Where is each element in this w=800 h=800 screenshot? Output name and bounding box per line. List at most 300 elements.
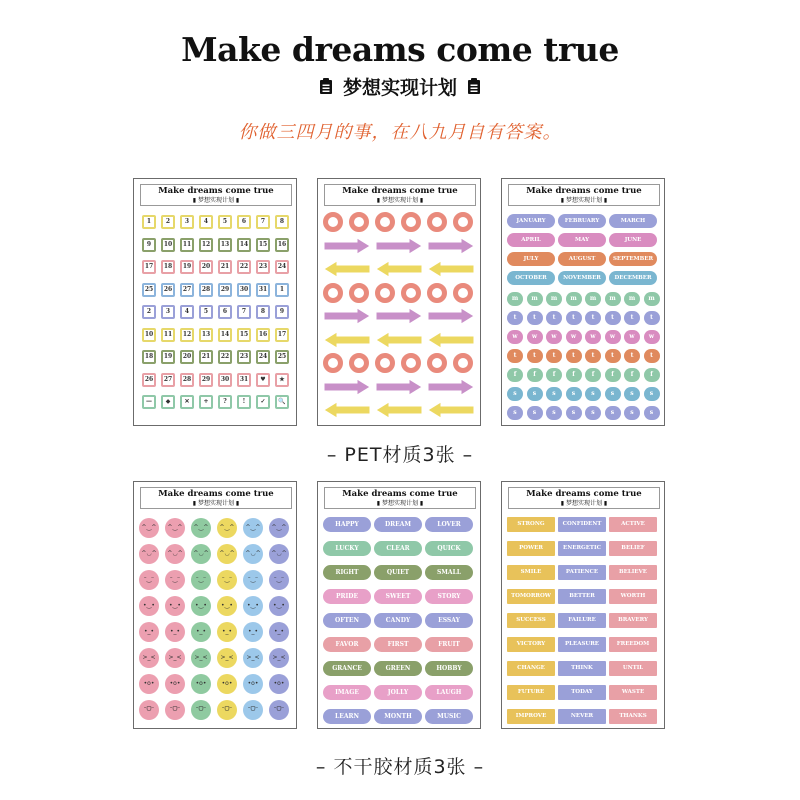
sticker-sheet-rings-arrows [317, 178, 481, 426]
ring-sticker [427, 283, 447, 303]
number-tab [199, 260, 213, 274]
number-tab-label: 3 [163, 307, 173, 317]
heart-label: w [585, 330, 601, 344]
word-rect: STRONG [507, 517, 555, 532]
number-tab [161, 395, 175, 409]
ring-sticker [375, 212, 395, 232]
number-tab [180, 395, 194, 409]
ring-sticker [401, 353, 421, 373]
number-tab-label: 19 [182, 263, 192, 270]
number-tab-label: 2 [163, 217, 173, 227]
month-label: FEBRUARY [558, 214, 606, 228]
word-pill: LEARN [323, 709, 371, 724]
number-tab [256, 328, 270, 342]
heart-label: s [507, 406, 523, 420]
number-tab [161, 305, 175, 319]
heart-label: t [546, 311, 562, 325]
sheet-subtitle: ▮ 梦想实现计划 ▮ [376, 500, 424, 507]
sticker-sheet-faces [133, 481, 297, 729]
word-rect: THINK [558, 661, 606, 676]
heart-label: w [566, 330, 582, 344]
clipboard-icon [467, 77, 481, 100]
smiley-face-sticker: ᵔᗜᵔ [165, 700, 185, 720]
heart-label: s [624, 406, 640, 420]
number-tab-label: + [201, 397, 211, 407]
smiley-face-sticker: •o• [217, 674, 237, 694]
number-tab-label: ◆ [163, 397, 173, 407]
number-tab-label: 7 [258, 217, 268, 227]
word-rect: SMILE [507, 565, 555, 580]
number-tab [142, 215, 156, 229]
number-tab [237, 238, 251, 252]
heart-label: t [624, 349, 640, 363]
word-pill: FRUIT [425, 637, 473, 652]
number-tab [275, 238, 289, 252]
heart-label: t [546, 349, 562, 363]
number-tab [142, 238, 156, 252]
number-tab-label: 19 [163, 353, 173, 360]
number-tab [180, 215, 194, 229]
word-rect: BETTER [558, 589, 606, 604]
number-tab [199, 305, 213, 319]
page-subtitle [0, 73, 800, 100]
heart-label: f [546, 368, 562, 382]
number-tab [256, 215, 270, 229]
number-tab-label: 21 [220, 263, 230, 270]
number-tab-label: 30 [220, 375, 230, 383]
smiley-face-sticker: ^‿^ [217, 518, 237, 538]
word-rect: CONFIDENT [558, 517, 606, 532]
number-tab [161, 328, 175, 342]
number-tab-label: 10 [144, 330, 154, 338]
sheet-subtitle: ▮ 梦想实现计划 ▮ [560, 500, 608, 507]
number-tab-label: 1 [144, 217, 154, 227]
number-tab-label: 9 [144, 240, 154, 250]
word-rect: TODAY [558, 685, 606, 700]
arrow-right-sticker [427, 238, 475, 254]
heart-label: f [585, 368, 601, 382]
number-tab-label: 5 [201, 307, 211, 317]
clipboard-icon [319, 77, 333, 100]
word-pill: DREAM [374, 517, 422, 532]
number-tab [199, 238, 213, 252]
number-tab [199, 215, 213, 229]
sticker-sheet-months [501, 178, 665, 426]
month-label: DECEMBER [609, 271, 657, 285]
sheet-subtitle: ▮ 梦想实现计划 ▮ [560, 197, 608, 204]
ring-sticker [323, 212, 343, 232]
ring-sticker [453, 212, 473, 232]
word-rect: FUTURE [507, 685, 555, 700]
number-tab [180, 260, 194, 274]
smiley-face-sticker: >_< [217, 648, 237, 668]
sheet-title: Make dreams come true [526, 489, 642, 499]
word-pill: FAVOR [323, 637, 371, 652]
month-label: JUNE [609, 233, 657, 247]
sheet-title: Make dreams come true [526, 186, 642, 196]
word-pill: ESSAY [425, 613, 473, 628]
word-pill: LOVER [425, 517, 473, 532]
heart-label: m [585, 292, 601, 306]
number-tab-label: 17 [144, 263, 154, 270]
month-label: APRIL [507, 233, 555, 247]
number-tab [275, 260, 289, 274]
word-rect: SUCCESS [507, 613, 555, 628]
word-pill: HAPPY [323, 517, 371, 532]
number-tab [218, 283, 232, 297]
heart-label: t [566, 311, 582, 325]
sheet-title: Make dreams come true [342, 186, 458, 196]
number-tab-label: 15 [258, 240, 268, 248]
ring-sticker [401, 283, 421, 303]
arrow-right-sticker [375, 308, 423, 324]
number-tab-label: ! [239, 397, 249, 407]
heart-label: f [624, 368, 640, 382]
smiley-face-sticker: •‿• [217, 596, 237, 616]
word-pill: QUIET [374, 565, 422, 580]
word-rect: CHANGE [507, 661, 555, 676]
smiley-face-sticker: •_• [269, 622, 289, 642]
word-pill: RIGHT [323, 565, 371, 580]
heart-label: t [507, 311, 523, 325]
number-tab-label: 12 [182, 330, 192, 338]
smiley-face-sticker: •‿• [165, 596, 185, 616]
number-tab [218, 305, 232, 319]
heart-label: f [644, 368, 660, 382]
number-tab-label: 27 [182, 285, 192, 293]
number-tab [180, 238, 194, 252]
arrow-right-sticker [427, 379, 475, 395]
word-rect: BELIEF [609, 541, 657, 556]
heart-label: s [546, 406, 562, 420]
number-tab-label: 3 [182, 217, 192, 227]
number-tab [218, 350, 232, 364]
smiley-face-sticker: •_• [165, 622, 185, 642]
heart-label: w [644, 330, 660, 344]
number-tab [142, 373, 156, 387]
word-rect: ENERGETIC [558, 541, 606, 556]
heart-label: t [644, 349, 660, 363]
month-label: MARCH [609, 214, 657, 228]
heart-label: s [527, 406, 543, 420]
number-tab [256, 238, 270, 252]
heart-label: w [624, 330, 640, 344]
arrow-right-sticker [323, 379, 371, 395]
ring-sticker [349, 283, 369, 303]
number-tab-label: 8 [258, 307, 268, 317]
word-rect: WORTH [609, 589, 657, 604]
word-pill: OFTEN [323, 613, 371, 628]
number-tab-label: 17 [277, 330, 287, 338]
number-tab [142, 260, 156, 274]
sheet-header [324, 184, 476, 206]
month-label: JULY [507, 252, 555, 266]
smiley-face-sticker: •o• [165, 674, 185, 694]
arrow-left-sticker [427, 332, 475, 348]
word-pill: QUICK [425, 541, 473, 556]
number-tab-label: 6 [239, 217, 249, 227]
smiley-face-sticker: •o• [191, 674, 211, 694]
number-tab-label: 26 [144, 375, 154, 383]
heart-label: s [527, 387, 543, 401]
word-rect: TOMORROW [507, 589, 555, 604]
smiley-face-sticker: ^‿^ [139, 518, 159, 538]
sheet-subtitle: ▮ 梦想实现计划 ▮ [192, 197, 240, 204]
month-label: JANUARY [507, 214, 555, 228]
number-tab [142, 305, 156, 319]
arrow-right-sticker [375, 238, 423, 254]
word-pill: CANDY [374, 613, 422, 628]
ring-sticker [453, 283, 473, 303]
smiley-face-sticker: ^‿^ [165, 518, 185, 538]
word-rect: BRAVERY [609, 613, 657, 628]
smiley-face-sticker: ᵔ‿ᵔ [269, 570, 289, 590]
number-tab-label: 7 [239, 307, 249, 317]
number-tab [218, 260, 232, 274]
smiley-face-sticker: •o• [139, 674, 159, 694]
sheet-title: Make dreams come true [342, 489, 458, 499]
word-pill: LUCKY [323, 541, 371, 556]
smiley-face-sticker: >_< [165, 648, 185, 668]
number-tab [199, 328, 213, 342]
smiley-face-sticker: >_< [191, 648, 211, 668]
smiley-face-sticker: •‿• [269, 596, 289, 616]
smiley-face-sticker: >_< [139, 648, 159, 668]
heart-label: m [546, 292, 562, 306]
caption-pet: – PET材质3张 – [326, 444, 474, 466]
smiley-face-sticker: >_< [243, 648, 263, 668]
arrow-left-sticker [375, 332, 423, 348]
ring-sticker [427, 212, 447, 232]
word-rect: THANKS [609, 709, 657, 724]
word-pill: GRANCE [323, 661, 371, 676]
word-rect: FAILURE [558, 613, 606, 628]
number-tab [199, 395, 213, 409]
caption-paper: – 不干胶材质3张 – [315, 756, 485, 778]
word-rect: VICTORY [507, 637, 555, 652]
heart-label: s [546, 387, 562, 401]
smiley-face-sticker: •_• [243, 622, 263, 642]
number-tab [275, 305, 289, 319]
sticker-sheet-words-pill [317, 481, 481, 729]
word-rect: PATIENCE [558, 565, 606, 580]
number-tab [237, 395, 251, 409]
smiley-face-sticker: ^◡^ [139, 544, 159, 564]
number-tab-label: 24 [258, 353, 268, 360]
number-tab [256, 260, 270, 274]
arrow-left-sticker [375, 261, 423, 277]
number-tab [142, 328, 156, 342]
word-rect: WASTE [609, 685, 657, 700]
ring-sticker [401, 212, 421, 232]
number-tab [237, 215, 251, 229]
arrow-left-sticker [323, 332, 371, 348]
arrow-right-sticker [427, 308, 475, 324]
heart-label: m [605, 292, 621, 306]
heart-label: s [507, 387, 523, 401]
number-tab-label: 5 [220, 217, 230, 227]
heart-label: f [527, 368, 543, 382]
arrow-right-sticker [323, 238, 371, 254]
word-pill: IMAGE [323, 685, 371, 700]
handwritten-quote: 你做三四月的事，在八九月自有答案。 [238, 122, 562, 143]
smiley-face-sticker: •‿• [139, 596, 159, 616]
arrow-left-sticker [323, 402, 371, 418]
number-tab-label: 2 [144, 307, 154, 317]
heart-label: m [624, 292, 640, 306]
month-label: AUGUST [558, 252, 606, 266]
smiley-face-sticker: ᵔ‿ᵔ [165, 570, 185, 590]
month-label: NOVEMBER [558, 271, 606, 285]
number-tab [218, 373, 232, 387]
number-tab-label: 14 [220, 330, 230, 338]
word-pill: STORY [425, 589, 473, 604]
number-tab [237, 328, 251, 342]
word-pill: SMALL [425, 565, 473, 580]
smiley-face-sticker: •o• [243, 674, 263, 694]
number-tab-label: ★ [277, 375, 287, 385]
sheet-header [508, 487, 660, 509]
ring-sticker [375, 353, 395, 373]
smiley-face-sticker: ^◡^ [165, 544, 185, 564]
number-tab-label: 4 [201, 217, 211, 227]
word-rect: FREEDOM [609, 637, 657, 652]
number-tab-label: 11 [182, 240, 192, 248]
smiley-face-sticker: ᵔ‿ᵔ [139, 570, 159, 590]
number-tab-label: 23 [239, 353, 249, 360]
number-tab [275, 373, 289, 387]
number-tab-label: 23 [258, 263, 268, 270]
number-tab-label: 18 [163, 263, 173, 270]
word-rect: POWER [507, 541, 555, 556]
heart-label: f [507, 368, 523, 382]
heart-label: t [644, 311, 660, 325]
heart-label: s [585, 387, 601, 401]
month-label: MAY [558, 233, 606, 247]
number-tab [180, 283, 194, 297]
word-pill: PRIDE [323, 589, 371, 604]
number-tab-label: 11 [163, 330, 173, 338]
number-tab-label: 22 [220, 353, 230, 360]
smiley-face-sticker: ᵔᗜᵔ [269, 700, 289, 720]
heart-label: t [507, 349, 523, 363]
word-pill: HOBBY [425, 661, 473, 676]
number-tab-label: 12 [201, 240, 211, 248]
heart-label: s [605, 406, 621, 420]
ring-sticker [349, 353, 369, 373]
smiley-face-sticker: ᵔ‿ᵔ [217, 570, 237, 590]
heart-label: t [624, 311, 640, 325]
number-tab [161, 283, 175, 297]
number-tab [256, 283, 270, 297]
month-label: OCTOBER [507, 271, 555, 285]
number-tab-label: ♥ [258, 375, 268, 385]
number-tab-label: 10 [163, 240, 173, 248]
number-tab [180, 350, 194, 364]
arrow-left-sticker [427, 402, 475, 418]
word-pill: MUSIC [425, 709, 473, 724]
number-tab [256, 395, 270, 409]
smiley-face-sticker: ᵔᗜᵔ [217, 700, 237, 720]
number-tab [161, 373, 175, 387]
number-tab-label: — [146, 398, 152, 405]
heart-label: s [566, 387, 582, 401]
number-tab-label: 15 [239, 330, 249, 338]
number-tab [275, 283, 289, 297]
number-tab-label: 9 [277, 307, 287, 317]
number-tab [180, 373, 194, 387]
number-tab [142, 395, 156, 409]
heart-label: s [605, 387, 621, 401]
number-tab-label: ✕ [182, 397, 192, 407]
heart-label: t [527, 311, 543, 325]
word-pill: SWEET [374, 589, 422, 604]
number-tab-label: 🔍 [278, 398, 286, 405]
word-rect: IMPROVE [507, 709, 555, 724]
smiley-face-sticker: ^‿^ [191, 518, 211, 538]
ring-sticker [427, 353, 447, 373]
word-rect: NEVER [558, 709, 606, 724]
number-tab [199, 283, 213, 297]
sheet-header [140, 487, 292, 509]
smiley-face-sticker: ^◡^ [243, 544, 263, 564]
number-tab [237, 260, 251, 274]
page-title: Make dreams come true [181, 30, 619, 69]
smiley-face-sticker: ^‿^ [269, 518, 289, 538]
smiley-face-sticker: •o• [269, 674, 289, 694]
sheet-header [140, 184, 292, 206]
heart-label: t [566, 349, 582, 363]
smiley-face-sticker: ᵔᗜᵔ [243, 700, 263, 720]
arrow-left-sticker [427, 261, 475, 277]
number-tab-label: 13 [220, 240, 230, 248]
heart-label: s [566, 406, 582, 420]
heart-label: t [605, 349, 621, 363]
number-tab [142, 283, 156, 297]
number-tab [275, 215, 289, 229]
word-rect: UNTIL [609, 661, 657, 676]
number-tab [256, 373, 270, 387]
number-tab [142, 350, 156, 364]
number-tab-label: 27 [163, 375, 173, 383]
word-rect: ACTIVE [609, 517, 657, 532]
number-tab-label: 31 [239, 375, 249, 383]
number-tab-label: 22 [239, 263, 249, 270]
number-tab [161, 350, 175, 364]
number-tab-label: ✓ [258, 397, 268, 407]
smiley-face-sticker: ᵔ‿ᵔ [243, 570, 263, 590]
number-tab [256, 350, 270, 364]
smiley-face-sticker: ᵔᗜᵔ [139, 700, 159, 720]
heart-label: m [566, 292, 582, 306]
smiley-face-sticker: •_• [191, 622, 211, 642]
ring-sticker [323, 353, 343, 373]
sheet-header [324, 487, 476, 509]
number-tab [218, 238, 232, 252]
number-tab-label: 13 [201, 330, 211, 338]
number-tab-label: 21 [201, 353, 211, 360]
word-rect: PLEASURE [558, 637, 606, 652]
number-tab [275, 328, 289, 342]
heart-label: f [605, 368, 621, 382]
smiley-face-sticker: ^‿^ [243, 518, 263, 538]
sheet-header [508, 184, 660, 206]
heart-label: t [585, 349, 601, 363]
number-tab [218, 215, 232, 229]
number-tab-label: 1 [277, 285, 287, 295]
number-tab-label: 20 [182, 353, 192, 360]
number-tab-label: 16 [258, 330, 268, 338]
